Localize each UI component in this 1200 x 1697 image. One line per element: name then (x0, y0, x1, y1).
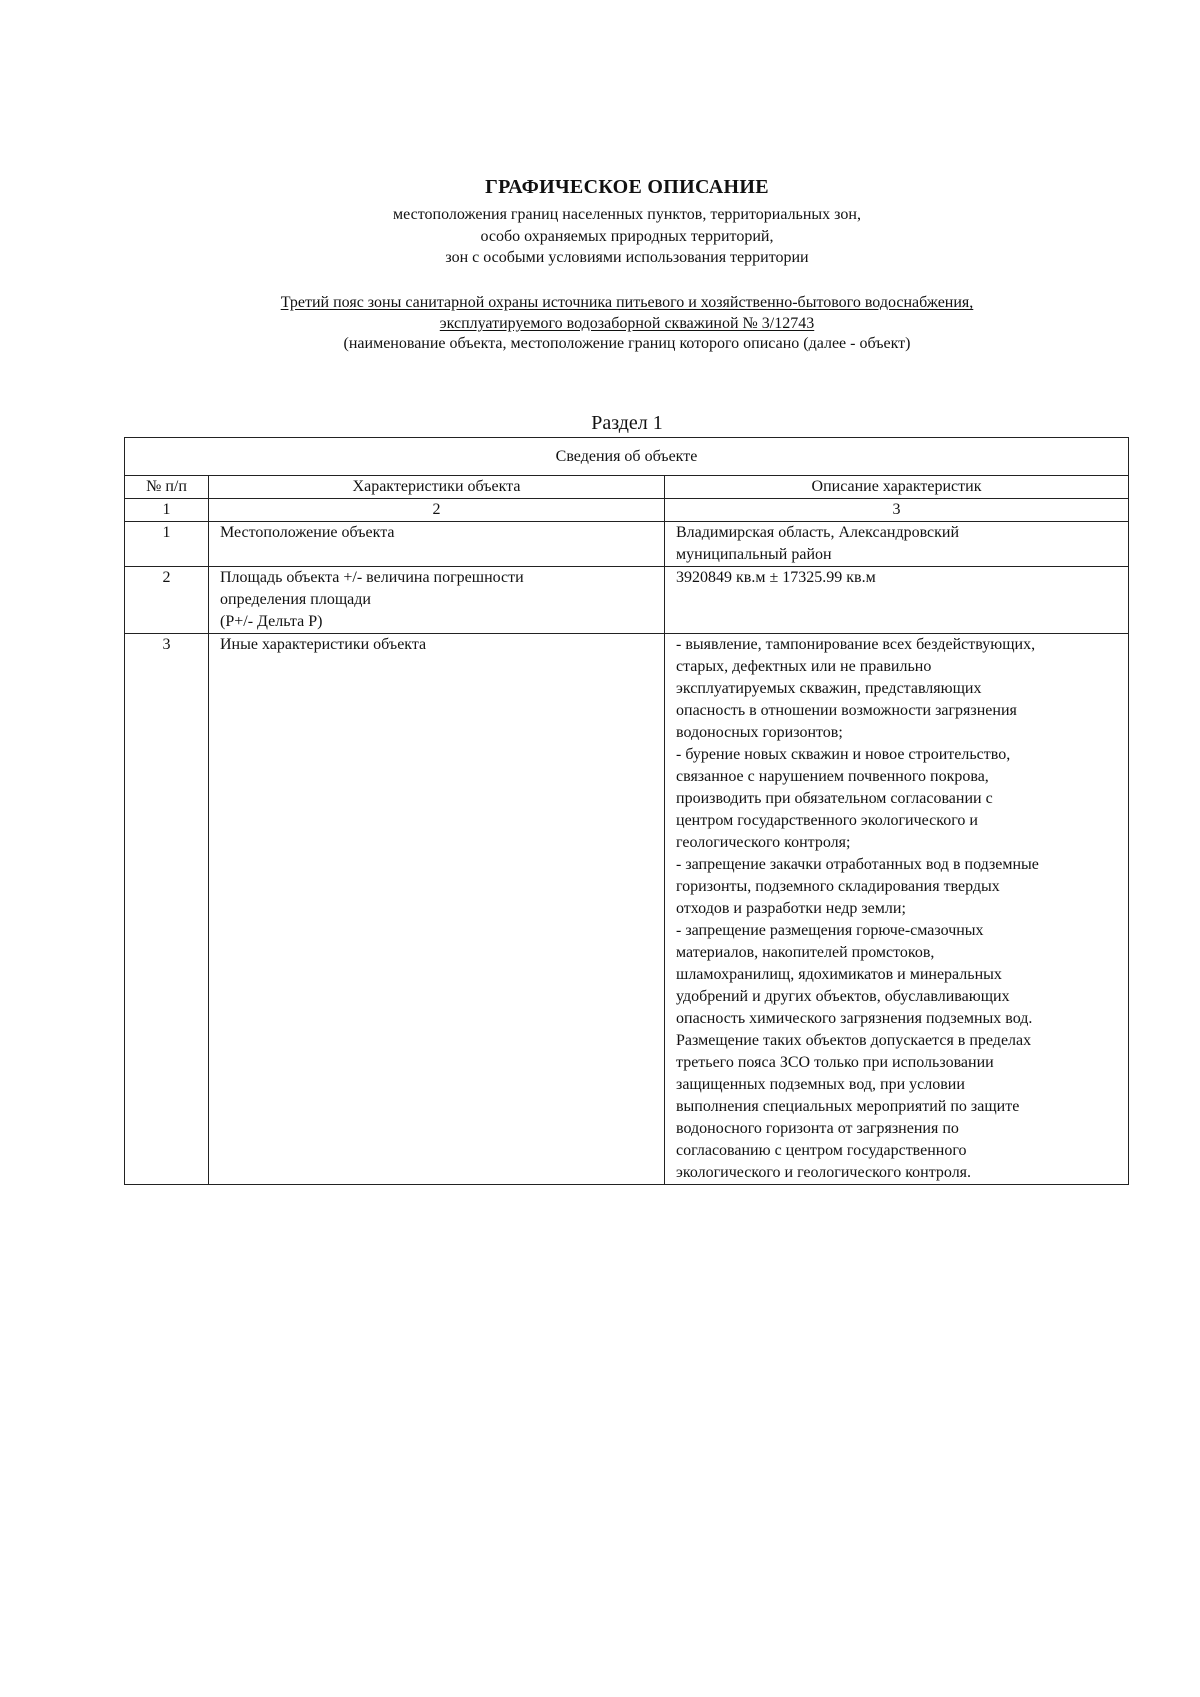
description-line: - выявление, тампонирование всех бездействующих, (676, 636, 1036, 653)
description-line: выполнения специальных мероприятий по защите (676, 1098, 1020, 1115)
header-index: № п/п (125, 476, 209, 499)
table-header-row (125, 476, 1129, 499)
description-line: Размещение таких объектов допускается в пределах (676, 1032, 1032, 1049)
description-line: защищенных подземных вод, при условии (676, 1076, 965, 1093)
description-line: эксплуатируемых скважин, представляющих (676, 680, 982, 697)
description-line: центром государственного экологического и (676, 812, 978, 829)
description-line: третьего пояса ЗСО только при использовании (676, 1054, 994, 1071)
object-name-line: эксплуатируемого водозаборной скважиной № 3/12743 (439, 315, 815, 332)
object-name-line: Третий пояс зоны санитарной охраны источника питьевого и хозяйственно-бытового водоснабжения, (280, 294, 974, 311)
description-line: муниципальный район (676, 546, 832, 563)
row-index: 2 (125, 567, 209, 634)
description-line: опасность химического загрязнения подземных вод. (676, 1010, 1033, 1027)
characteristic-line: Площадь объекта +/- величина погрешности (220, 569, 524, 586)
description-line: удобрений и других объектов, обуславливающих (676, 988, 1010, 1005)
subtitle-line: особо охраняемых природных территорий, (480, 227, 774, 245)
object-name (0, 292, 1200, 334)
description-line: материалов, накопителей промстоков, (676, 944, 935, 961)
row-index: 3 (125, 634, 209, 1185)
description-line: горизонты, подземного складирования твердых (676, 878, 1000, 895)
row-characteristic (209, 522, 665, 567)
description-line: шламохранилищ, ядохимикатов и минеральных (676, 966, 1002, 983)
characteristic-line: Местоположение объекта (220, 524, 395, 541)
description-line: водоносного горизонта от загрязнения по (676, 1120, 959, 1137)
row-description (665, 634, 1129, 1185)
row-characteristic (209, 567, 665, 634)
object-caption: (наименование объекта, местоположение границ которого описано (далее - объект) (343, 335, 911, 352)
characteristic-line: определения площади (220, 591, 371, 608)
table-row (125, 567, 1129, 634)
column-number-row (125, 499, 1129, 522)
column-number: 1 (125, 499, 209, 522)
subtitle-line: зон с особыми условиями использования территории (445, 249, 809, 266)
table-row (125, 522, 1129, 567)
table-caption-row (125, 438, 1129, 476)
description-line: опасность в отношении возможности загрязнения (676, 702, 1017, 719)
row-index: 1 (125, 522, 209, 567)
description-line: Владимирская область, Александровский (676, 524, 960, 541)
column-number: 3 (665, 499, 1129, 522)
description-line: старых, дефектных или не правильно (676, 658, 932, 675)
header-characteristic: Характеристики объекта (209, 476, 665, 499)
object-info-table (124, 437, 1129, 1185)
description-line: экологического и геологического контроля. (676, 1164, 972, 1181)
description-line: - запрещение размещения горюче-смазочных (676, 922, 984, 939)
description-line: отходов и разработки недр земли; (676, 900, 906, 917)
section-title: Раздел 1 (591, 412, 663, 434)
description-line: согласованию с центром государственного (676, 1142, 967, 1159)
description-line: 3920849 кв.м ± 17325.99 кв.м (676, 569, 876, 586)
table-caption: Сведения об объекте (125, 438, 1129, 476)
header-description: Описание характеристик (665, 476, 1129, 499)
row-characteristic (209, 634, 665, 1185)
description-line: геологического контроля; (676, 834, 851, 851)
description-line: - бурение новых скважин и новое строительство, (676, 746, 1011, 763)
document-subtitle (0, 204, 1200, 269)
document-title: ГРАФИЧЕСКОЕ ОПИСАНИЕ (485, 176, 769, 198)
row-description (665, 567, 1129, 634)
characteristic-line: Иные характеристики объекта (220, 636, 427, 653)
row-description (665, 522, 1129, 567)
column-number: 2 (209, 499, 665, 522)
description-line: водоносных горизонтов; (676, 724, 843, 741)
description-line: связанное с нарушением почвенного покрова, (676, 768, 989, 785)
description-line: производить при обязательном согласовании с (676, 790, 993, 807)
subtitle-line: местоположения границ населенных пунктов, территориальных зон, (393, 206, 861, 223)
characteristic-line: (P+/- Дельта P) (220, 613, 323, 630)
description-line: - запрещение закачки отработанных вод в подземные (676, 856, 1039, 873)
table-row (125, 634, 1129, 1185)
